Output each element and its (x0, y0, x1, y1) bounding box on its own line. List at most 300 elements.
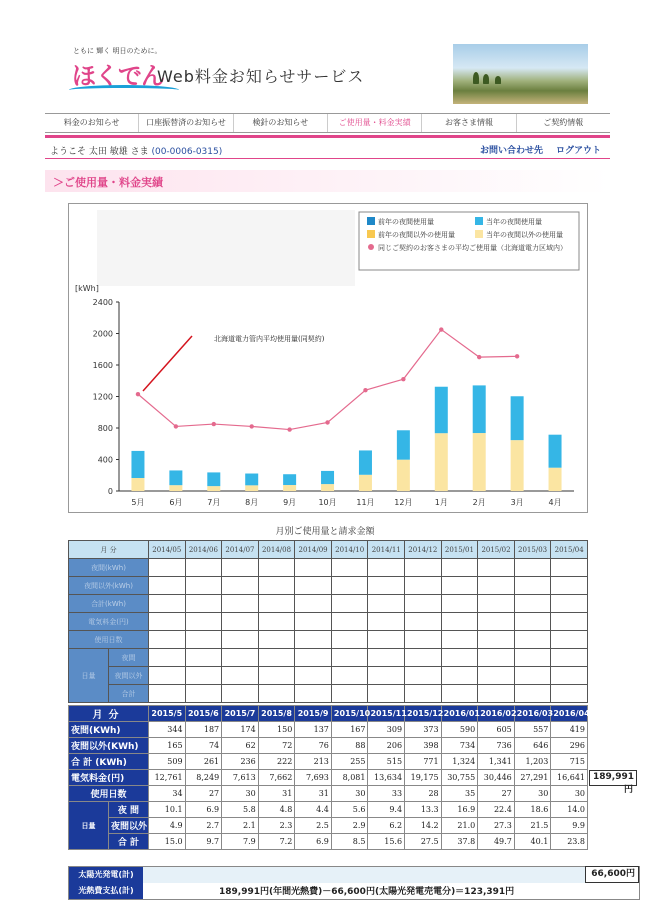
avg-point (401, 377, 405, 381)
avg-line-series (136, 327, 520, 431)
value-cell: 34 (149, 786, 186, 802)
x-tick-label: 11月 (356, 498, 375, 507)
month-header: 2015/01 (441, 541, 478, 559)
empty-cell (258, 613, 295, 631)
value-cell: 12,761 (149, 770, 186, 786)
value-cell: 15.0 (149, 834, 186, 850)
empty-cell (368, 613, 405, 631)
value-cell: 261 (185, 754, 222, 770)
month-header: 2014/07 (222, 541, 259, 559)
nav-debit-notice[interactable]: 口座振替済のお知らせ (139, 114, 233, 132)
value-cell: 27.5 (405, 834, 442, 850)
empty-cell (258, 649, 295, 667)
empty-cell (551, 649, 588, 667)
empty-cell (258, 667, 295, 685)
value-cell: 646 (514, 738, 551, 754)
nav-usage-history[interactable]: ご使用量・料金実績 (328, 114, 422, 132)
empty-cell (441, 559, 478, 577)
month-header: 2015/12 (405, 706, 442, 722)
month-header: 2014/10 (331, 541, 368, 559)
usage-chart-svg (69, 204, 589, 514)
tree-icon (473, 72, 479, 84)
empty-cell (149, 685, 186, 703)
x-tick-label: 8月 (245, 498, 259, 507)
nav-meter-notice[interactable]: 検針のお知らせ (234, 114, 328, 132)
empty-cell (368, 577, 405, 595)
empty-cell (222, 595, 259, 613)
hokuden-logo[interactable]: ほくでん (72, 62, 164, 90)
previous-year-table (68, 540, 588, 703)
month-header: 2015/8 (258, 706, 295, 722)
x-tick-label: 12月 (394, 498, 413, 507)
heat-label: 光熱費支払(計) (69, 883, 143, 899)
empty-cell (478, 631, 515, 649)
empty-cell (405, 649, 442, 667)
value-cell: 7.9 (222, 834, 259, 850)
value-cell: 30 (222, 786, 259, 802)
empty-cell (405, 613, 442, 631)
value-cell: 23.8 (551, 834, 588, 850)
bar-night (435, 387, 448, 433)
value-cell: 62 (222, 738, 259, 754)
value-cell: 2.5 (295, 818, 332, 834)
value-cell: 27.3 (478, 818, 515, 834)
value-cell: 72 (258, 738, 295, 754)
x-tick-label: 1月 (434, 498, 448, 507)
empty-cell (368, 559, 405, 577)
empty-cell (514, 613, 551, 631)
empty-cell (295, 685, 332, 703)
value-cell: 35 (441, 786, 478, 802)
contact-link[interactable]: お問い合わせ先 (480, 146, 544, 156)
day-row-label: 夜間 (109, 649, 149, 667)
empty-cell (514, 577, 551, 595)
empty-cell (514, 667, 551, 685)
empty-cell (185, 649, 222, 667)
empty-cell (405, 667, 442, 685)
month-header: 2015/9 (295, 706, 332, 722)
value-cell: 5.8 (222, 802, 259, 818)
value-cell: 19,175 (405, 770, 442, 786)
empty-cell (368, 685, 405, 703)
value-cell: 509 (149, 754, 186, 770)
value-cell: 14.0 (551, 802, 588, 818)
empty-cell (478, 649, 515, 667)
y-tick-label: 2000 (92, 329, 113, 339)
row-label: 電気料金(円) (69, 770, 149, 786)
empty-cell (441, 667, 478, 685)
section-header (45, 170, 610, 192)
welcome-text: ようこそ 太田 敏雄 さま (50, 147, 149, 157)
value-cell: 222 (258, 754, 295, 770)
value-cell: 174 (222, 722, 259, 738)
slogan: ともに 輝く 明日のために。 (73, 47, 162, 55)
bar-non-night (131, 478, 144, 491)
welcome-message (50, 144, 222, 157)
y-axis (93, 298, 574, 496)
empty-cell (478, 667, 515, 685)
empty-cell (441, 613, 478, 631)
value-cell: 7,693 (295, 770, 332, 786)
value-cell: 30 (514, 786, 551, 802)
empty-cell (368, 667, 405, 685)
value-cell: 255 (331, 754, 368, 770)
value-cell: 16,641 (551, 770, 588, 786)
y-axis-label: [kWh] (75, 284, 99, 293)
empty-cell (405, 577, 442, 595)
month-header: 2014/12 (405, 541, 442, 559)
usage-chart (68, 203, 588, 513)
value-cell: 236 (222, 754, 259, 770)
tree-icon (483, 74, 489, 84)
value-cell: 9.4 (368, 802, 405, 818)
x-tick-label: 3月 (510, 498, 524, 507)
chart-annotation: 北海道電力管内平均使用量(同契約) (214, 335, 325, 343)
header (45, 38, 615, 108)
value-cell: 33 (368, 786, 405, 802)
heat-row (68, 883, 640, 900)
empty-cell (478, 685, 515, 703)
empty-cell (258, 577, 295, 595)
tree-icon (495, 76, 501, 84)
value-cell: 13.3 (405, 802, 442, 818)
avg-point (439, 327, 443, 331)
empty-cell (185, 667, 222, 685)
empty-cell (441, 577, 478, 595)
value-cell: 213 (295, 754, 332, 770)
legend-label: 前年の夜間使用量 (378, 218, 434, 226)
empty-cell (222, 613, 259, 631)
empty-cell (331, 631, 368, 649)
solar-fill (143, 867, 585, 883)
empty-cell (295, 559, 332, 577)
month-header: 2016/03 (514, 706, 551, 722)
value-cell: 28 (405, 786, 442, 802)
value-cell: 21.0 (441, 818, 478, 834)
nav-billing-notice[interactable]: 料金のお知らせ (45, 114, 139, 132)
bar-non-night (549, 468, 562, 491)
empty-cell (149, 577, 186, 595)
bar-night (131, 451, 144, 478)
day-group-label: 日量 (69, 802, 109, 850)
legend-swatch (367, 217, 375, 225)
value-cell: 419 (551, 722, 588, 738)
value-cell: 515 (368, 754, 405, 770)
bar-night (169, 470, 182, 485)
row-label: 使用日数 (69, 786, 149, 802)
value-cell: 8,249 (185, 770, 222, 786)
row-label: 夜間(kWh) (69, 559, 149, 577)
bar-non-night (169, 485, 182, 491)
landscape-photo (453, 44, 588, 104)
bar-night (359, 450, 372, 474)
empty-cell (551, 595, 588, 613)
value-cell: 2.3 (258, 818, 295, 834)
value-cell: 150 (258, 722, 295, 738)
nav-contract-info[interactable]: ご契約情報 (543, 118, 584, 127)
y-tick-label: 1600 (92, 361, 113, 370)
legend-label: 前年の夜間以外の使用量 (378, 231, 455, 239)
day-row-label: 夜間以外 (109, 818, 149, 834)
y-tick-label: 400 (97, 455, 113, 465)
month-header: 2014/11 (368, 541, 405, 559)
empty-cell (331, 613, 368, 631)
empty-cell (185, 631, 222, 649)
empty-cell (295, 649, 332, 667)
x-tick-label: 10月 (318, 498, 337, 507)
value-cell: 7,613 (222, 770, 259, 786)
value-cell: 309 (368, 722, 405, 738)
table-title: 月別ご使用量と請求金額 (275, 527, 375, 537)
bar-non-night (207, 486, 220, 491)
bar-non-night (435, 433, 448, 491)
x-tick-label: 6月 (169, 498, 183, 507)
value-cell: 373 (405, 722, 442, 738)
empty-cell (551, 613, 588, 631)
month-header: 2015/10 (331, 706, 368, 722)
value-cell: 30 (331, 786, 368, 802)
value-cell: 31 (258, 786, 295, 802)
empty-cell (441, 685, 478, 703)
empty-cell (405, 595, 442, 613)
bar-night (549, 435, 562, 468)
legend-swatch (475, 230, 483, 238)
bar-non-night (321, 484, 334, 491)
bar-non-night (283, 485, 296, 491)
section-title: ＞ご使用量・料金実績 (53, 176, 163, 189)
empty-cell (258, 559, 295, 577)
value-cell: 10.1 (149, 802, 186, 818)
avg-line (138, 330, 517, 430)
bar-night (207, 472, 220, 486)
corner-cell: 月分 (69, 706, 149, 722)
value-cell: 49.7 (478, 834, 515, 850)
row-label: 使用日数 (69, 631, 149, 649)
value-cell: 2.9 (331, 818, 368, 834)
value-cell: 398 (405, 738, 442, 754)
empty-cell (478, 559, 515, 577)
value-cell: 74 (185, 738, 222, 754)
month-header: 2015/7 (222, 706, 259, 722)
bar-night (397, 430, 410, 459)
day-row-label: 夜 間 (109, 802, 149, 818)
value-cell: 296 (551, 738, 588, 754)
service-title: Web料金お知らせサービス (157, 67, 365, 86)
empty-cell (551, 685, 588, 703)
month-header: 2015/6 (185, 706, 222, 722)
value-cell: 557 (514, 722, 551, 738)
avg-point (287, 427, 291, 431)
empty-cell (551, 631, 588, 649)
empty-cell (331, 667, 368, 685)
empty-cell (149, 559, 186, 577)
legend-swatch (475, 217, 483, 225)
heat-formula: 189,991円(年間光熱費)－66,600円(太陽光発電売電分)＝123,391円 (219, 887, 515, 897)
value-cell: 1,324 (441, 754, 478, 770)
empty-cell (331, 559, 368, 577)
row-label: 合 計 (KWh) (69, 754, 149, 770)
empty-cell (551, 667, 588, 685)
value-cell: 167 (331, 722, 368, 738)
empty-cell (185, 577, 222, 595)
logout-link[interactable]: ログアウト (556, 146, 602, 156)
empty-cell (222, 577, 259, 595)
nav-customer-info[interactable]: お客さま情報 (422, 114, 516, 132)
value-cell: 206 (368, 738, 405, 754)
value-cell: 30,446 (478, 770, 515, 786)
bar-non-night (397, 460, 410, 491)
value-cell: 6.9 (185, 802, 222, 818)
legend-label: 当年の夜間以外の使用量 (486, 231, 563, 239)
value-cell: 7.2 (258, 834, 295, 850)
divider (45, 158, 610, 159)
value-cell: 344 (149, 722, 186, 738)
empty-cell (405, 559, 442, 577)
row-label: 合計(kWh) (69, 595, 149, 613)
value-cell: 31 (295, 786, 332, 802)
bar-night (473, 385, 486, 433)
empty-cell (368, 595, 405, 613)
empty-cell (514, 631, 551, 649)
empty-cell (331, 685, 368, 703)
avg-point (515, 354, 519, 358)
empty-cell (185, 595, 222, 613)
empty-cell (368, 631, 405, 649)
legend-swatch (367, 230, 375, 238)
empty-cell (441, 631, 478, 649)
empty-cell (258, 631, 295, 649)
value-cell: 8.5 (331, 834, 368, 850)
bar-night (511, 396, 524, 440)
empty-cell (222, 649, 259, 667)
bar-non-night (473, 433, 486, 491)
empty-cell (478, 595, 515, 613)
legend-label: 同じご契約のお客さまの平均ご使用量（北海道電力区域内） (378, 244, 567, 252)
value-cell: 715 (551, 754, 588, 770)
empty-cell (514, 595, 551, 613)
value-cell: 30,755 (441, 770, 478, 786)
value-cell: 165 (149, 738, 186, 754)
bar-non-night (511, 440, 524, 491)
empty-cell (149, 667, 186, 685)
avg-point (363, 388, 367, 392)
nav-underline (45, 135, 610, 138)
empty-cell (405, 685, 442, 703)
solar-row (68, 866, 640, 883)
value-cell: 4.8 (258, 802, 295, 818)
empty-cell (331, 577, 368, 595)
empty-cell (441, 649, 478, 667)
x-axis (131, 498, 561, 507)
avg-point (212, 422, 216, 426)
value-cell: 30 (551, 786, 588, 802)
empty-cell (222, 631, 259, 649)
empty-cell (368, 649, 405, 667)
empty-cell (478, 577, 515, 595)
month-header: 2016/04 (551, 706, 588, 722)
empty-cell (149, 613, 186, 631)
empty-cell (514, 649, 551, 667)
avg-point (325, 420, 329, 424)
empty-cell (149, 595, 186, 613)
value-cell: 22.4 (478, 802, 515, 818)
empty-cell (222, 685, 259, 703)
empty-cell (295, 631, 332, 649)
row-label: 夜間(KWh) (69, 722, 149, 738)
value-cell: 590 (441, 722, 478, 738)
bar-series (131, 385, 561, 491)
empty-cell (514, 559, 551, 577)
annotation-pointer (143, 336, 192, 391)
empty-cell (222, 559, 259, 577)
value-cell: 736 (478, 738, 515, 754)
value-cell: 27,291 (514, 770, 551, 786)
empty-cell (149, 649, 186, 667)
value-cell: 137 (295, 722, 332, 738)
empty-cell (258, 685, 295, 703)
solar-label: 太陽光発電(計) (69, 867, 143, 883)
value-cell: 9.7 (185, 834, 222, 850)
empty-cell (222, 667, 259, 685)
bar-night (283, 474, 296, 485)
empty-cell (514, 685, 551, 703)
value-cell: 771 (405, 754, 442, 770)
value-cell: 2.1 (222, 818, 259, 834)
empty-cell (295, 667, 332, 685)
solar-value: 66,600円 (585, 866, 639, 883)
value-cell: 734 (441, 738, 478, 754)
value-cell: 21.5 (514, 818, 551, 834)
month-header: 2015/02 (478, 541, 515, 559)
masked-area (97, 210, 355, 286)
y-tick-label: 800 (97, 424, 113, 433)
customer-id: (00-0006-0315) (151, 147, 223, 157)
row-label: 電気料金(円) (69, 613, 149, 631)
row-label: 夜間以外(kWh) (69, 577, 149, 595)
main-nav (45, 113, 610, 133)
empty-cell (551, 577, 588, 595)
value-cell: 27 (478, 786, 515, 802)
empty-cell (441, 595, 478, 613)
value-cell: 9.9 (551, 818, 588, 834)
month-header: 2015/11 (368, 706, 405, 722)
y-tick-label: 1200 (92, 392, 113, 402)
avg-point (477, 355, 481, 359)
month-header: 2016/02 (478, 706, 515, 722)
day-row-label: 合 計 (109, 834, 149, 850)
value-cell: 1,203 (514, 754, 551, 770)
month-header: 2014/08 (258, 541, 295, 559)
day-row-label: 夜間以外 (109, 667, 149, 685)
value-cell: 40.1 (514, 834, 551, 850)
month-header: 2014/05 (149, 541, 186, 559)
y-tick-label: 0 (107, 487, 113, 496)
value-cell: 2.7 (185, 818, 222, 834)
value-cell: 8,081 (331, 770, 368, 786)
value-cell: 5.6 (331, 802, 368, 818)
empty-cell (149, 631, 186, 649)
bar-night (321, 471, 334, 484)
avg-point (174, 424, 178, 428)
month-header: 2015/03 (514, 541, 551, 559)
legend-label: 当年の夜間使用量 (486, 218, 542, 226)
empty-cell (185, 559, 222, 577)
empty-cell (185, 685, 222, 703)
month-header: 2016/01 (441, 706, 478, 722)
legend-swatch (368, 244, 374, 250)
x-tick-label: 7月 (207, 498, 221, 507)
x-tick-label: 2月 (472, 498, 486, 507)
